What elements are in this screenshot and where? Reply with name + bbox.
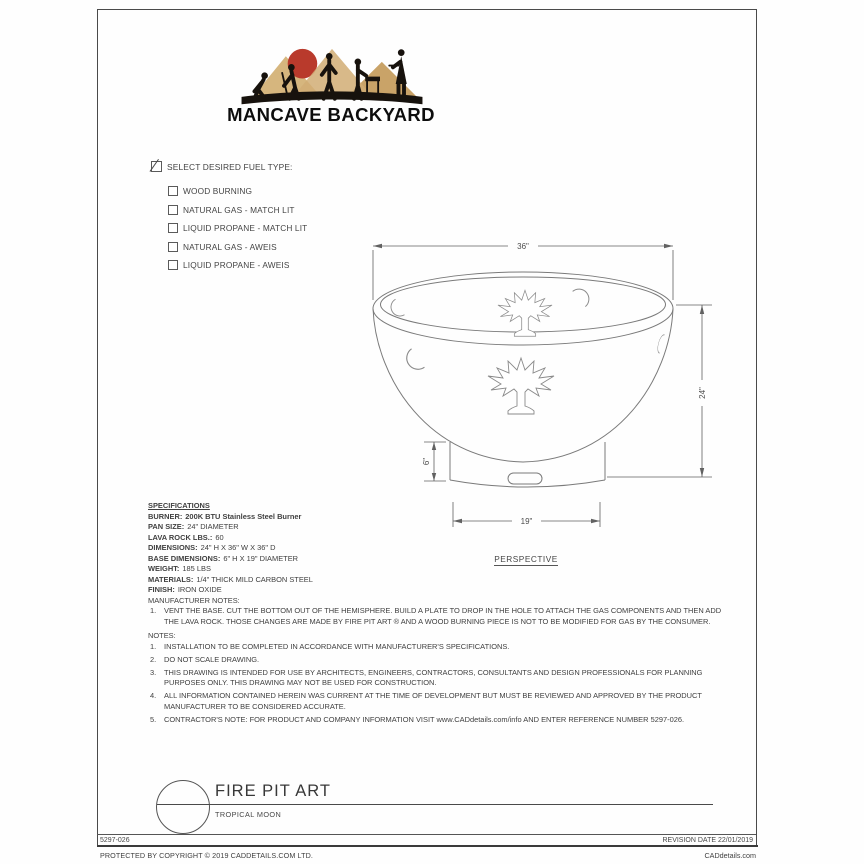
specifications-heading: SPECIFICATIONS (148, 501, 210, 510)
specifications-block (148, 501, 728, 728)
note-item: INSTALLATION TO BE COMPLETED IN ACCORDANCE WITH MANUFACTURER'S SPECIFICATIONS. (164, 641, 510, 651)
spec-lava-rock: LAVA ROCK LBS.: 60 (148, 532, 224, 542)
checkbox-icon[interactable] (168, 260, 178, 270)
checked-checkbox-icon[interactable] (151, 161, 162, 172)
fuel-option-liquid-propane-match-lit[interactable] (168, 219, 307, 238)
spec-weight: WEIGHT: 185 LBS (148, 564, 211, 573)
dim-width-label: 36" (517, 242, 529, 251)
moon-cutout-front-right (656, 334, 664, 353)
checkbox-icon[interactable] (168, 242, 178, 252)
fuel-option-natural-gas-match-lit[interactable] (168, 201, 307, 220)
footer-divider (97, 834, 756, 835)
spec-finish: FINISH: IRON OXIDE (148, 585, 222, 594)
fire-pit-drawing (360, 230, 732, 542)
revision-date: REVISION DATE 22/01/2019 (662, 836, 753, 844)
checkbox-icon[interactable] (168, 186, 178, 196)
fuel-option-label: NATURAL GAS - MATCH LIT (183, 204, 295, 215)
palm-tree-cutout-inside (498, 290, 552, 336)
notes-heading: NOTES: (148, 631, 176, 640)
spec-base-dimensions: BASE DIMENSIONS: 6" H X 19" DIAMETER (148, 553, 299, 563)
manufacturer-notes-list (148, 606, 728, 627)
page-border-bottom (97, 845, 758, 847)
spec-pan-size: PAN SIZE: 24" DIAMETER (148, 522, 239, 531)
moon-cutout-inside-right (573, 285, 593, 307)
reference-number: 5297-026 (100, 836, 130, 844)
base-slot-cutout (508, 473, 542, 484)
mancave-backyard-logo-icon (239, 36, 425, 108)
fuel-options-list (168, 182, 307, 275)
fuel-option-natural-gas-aweis[interactable] (168, 238, 307, 257)
brand-name: MANCAVE BACKYARD (227, 104, 435, 125)
dim-base-height-label: 6" (422, 457, 431, 466)
note-item: DO NOT SCALE DRAWING. (164, 654, 260, 664)
note-item: ALL INFORMATION CONTAINED HEREIN WAS CURRENT AT THE TIME OF DEVELOPMENT BUT MUST BE REVIEWED AND APPROVED BY THE PRODUCT MANUFACTURER TO BE CONSIDERED ACCURATE. (164, 691, 702, 711)
fuel-option-wood-burning[interactable] (168, 182, 307, 201)
product-name: TROPICAL MOON (215, 810, 282, 819)
manufacturer-note: VENT THE BASE. CUT THE BOTTOM OUT OF THE HEMISPHERE. BUILD A PLATE TO DROP IN THE HOLE TO ATTACH THE GAS COMPONENTS AND THEN ADD THE LAVA ROCK. THOSE CHANGES ARE MADE BY FIRE PIT ART ® AND A WOOD BURNING PIECE IS NOT TO BE MODIFIED FOR GAS BY THE CONSUMER. (164, 606, 722, 626)
dimension-labels (422, 242, 707, 526)
title-block-divider (157, 804, 713, 805)
palm-and-moon-cutouts (388, 285, 665, 414)
palm-tree-cutout-front (488, 358, 554, 414)
note-item: CONTRACTOR'S NOTE: FOR PRODUCT AND COMPANY INFORMATION VISIT www.CADdetails.com/info AND ENTER REFERENCE NUMBER 5297-026. (164, 714, 685, 724)
moon-cutout-front-left (402, 349, 424, 374)
notes-list (148, 642, 728, 726)
manufacturer-name: FIRE PIT ART (215, 782, 331, 800)
view-label: PERSPECTIVE (494, 554, 558, 564)
moon-cutout-inside-left (388, 299, 405, 319)
dim-base-width-label: 19" (520, 517, 533, 526)
manufacturer-notes-heading: MANUFACTURER NOTES: (148, 595, 240, 605)
checkbox-icon[interactable] (168, 223, 178, 233)
fuel-type-heading: SELECT DESIRED FUEL TYPE: (167, 161, 293, 172)
caddetails-link[interactable]: CADdetails.com (704, 850, 756, 860)
note-item: THIS DRAWING IS INTENDED FOR USE BY ARCHITECTS, ENGINEERS, CONTRACTORS, CONSULTANTS AND DESIGN PROFESSIONALS FOR PLANNING PURPOSES ONLY. THIS DRAWING MAY NOT BE USED FOR CONSTRUCTION. (164, 667, 703, 687)
spec-dimensions: DIMENSIONS: 24" H X 36" W X 36" D (148, 543, 276, 552)
fuel-option-label: LIQUID PROPANE - AWEIS (183, 260, 290, 271)
copyright-notice: PROTECTED BY COPYRIGHT © 2019 CADDETAILS.COM LTD. (100, 850, 313, 860)
fuel-option-liquid-propane-aweis[interactable] (168, 256, 307, 275)
spec-materials: MATERIALS: 1/4" THICK MILD CARBON STEEL (148, 574, 313, 584)
title-block-logo-circle (156, 780, 210, 834)
spec-burner: BURNER: 200K BTU Stainless Steel Burner (148, 511, 302, 521)
dim-height-label: 24" (698, 387, 707, 399)
fuel-type-heading-row (151, 161, 293, 172)
checkbox-icon[interactable] (168, 205, 178, 215)
fuel-option-label: WOOD BURNING (183, 186, 253, 197)
fuel-option-label: NATURAL GAS - AWEIS (183, 241, 277, 252)
fuel-option-label: LIQUID PROPANE - MATCH LIT (183, 223, 308, 234)
